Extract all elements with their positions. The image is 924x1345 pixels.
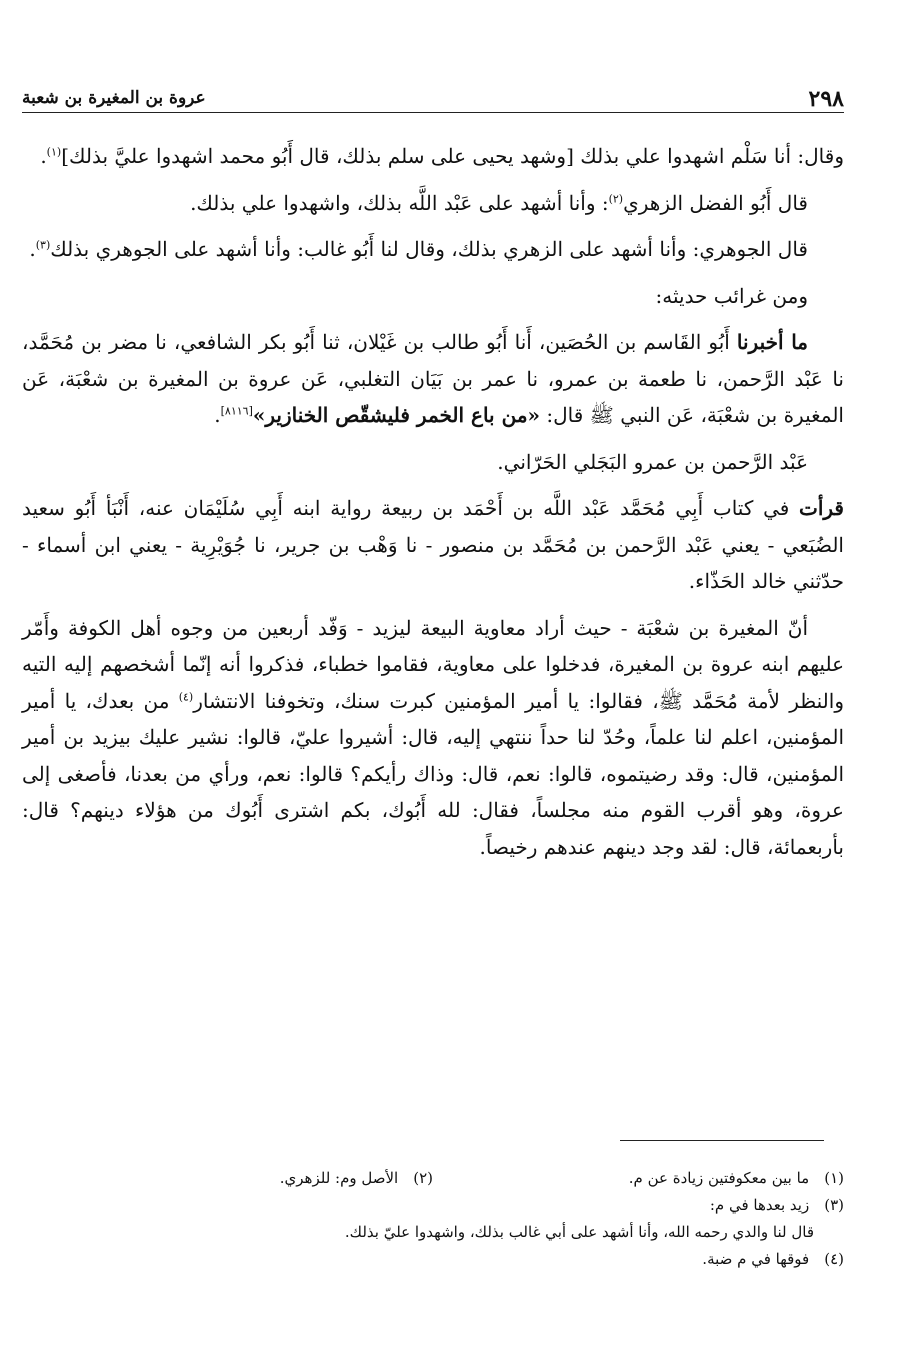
footnote-ref: (٢) xyxy=(608,191,624,205)
lead-word: ما أخبرنا xyxy=(736,330,809,354)
paragraph-text: وقال: أنا سَلْم اشهدوا علي بذلك [وشهد يحيى على سلم بذلك، قال أَبُو محمد اشهدوا عليَّ بذلك] xyxy=(61,144,844,168)
paragraph-text: . xyxy=(29,237,36,261)
paragraph-text: قال الجوهري: وأنا أشهد على الزهري بذلك، وقال لنا أَبُو غالب: وأنا أشهد على الجوهري بذلك xyxy=(50,237,808,261)
paragraph-text: في كتاب أَبِي مُحَمَّد عَبْد اللَّه بن أَحْمَد بن ربيعة رواية ابنه أَبِي سُلَيْمَان عنه، أَنْبَأ أَبُو سعيد الضُبَعي - يعني عَبْد الرَّحمن بن مُحَمَّد بن منصور - نا وَهْب بن جرير، نا جُوَيْرِية - يعني ابن أسماء - حدّثني خالد الحَذّاء. xyxy=(22,496,844,593)
hadith-number: [٨١١٦] xyxy=(220,404,253,418)
paragraph-5 xyxy=(22,324,844,434)
footnote-2 xyxy=(22,1165,433,1192)
footnote-text: ما بين معكوفتين زيادة عن م. xyxy=(628,1169,810,1187)
page-number: ٢٩٨ xyxy=(808,86,844,112)
paragraph-2 xyxy=(22,185,844,222)
paragraph-text: : وأنا أشهد على عَبْد اللَّه بذلك، واشهدوا علي بذلك. xyxy=(190,190,609,215)
footnote-text: فوقها في م ضبة. xyxy=(702,1250,810,1268)
footnote-divider xyxy=(620,1140,824,1141)
footnote-text: الأصل وم: للزهري. xyxy=(279,1169,399,1187)
paragraph-text: . xyxy=(40,144,47,168)
footnote-3 xyxy=(22,1192,844,1219)
footnote-number: (٤) xyxy=(824,1250,844,1268)
paragraph-text: عَبْد الرَّحمن بن عمرو البَجَلي الحَرّاني. xyxy=(497,449,808,474)
paragraph-text: من بعدك، يا أمير المؤمنين، اعلم لنا علماً، وحُدّ لنا حداً ننتهي إليه، قال: أشيروا عليّ، قالوا: نشير عليك بيزيد بن أمير المؤمنين، قال: وقد رضيتموه، قالوا: نعم، قال: وذاك رأيكم؟ قالوا: نعم، ورأي من بعدنا، فأصغى إلى عروة، وهو أقرب القوم منه مجلساً، فقال: لله أَبُوك، بكم اشترى أَبُوك من هؤلاء دينهم؟ قال: بأربعمائة، قال: لقد وجد دينهم عندهم رخيصاً. xyxy=(22,688,844,859)
footnote-text: زيد بعدها في م: xyxy=(709,1196,810,1214)
paragraph-6 xyxy=(22,444,844,481)
paragraph-8 xyxy=(22,610,844,866)
footnote-number: (١) xyxy=(824,1169,844,1187)
paragraph-4 xyxy=(22,278,844,315)
paragraph-text: . xyxy=(214,403,221,427)
footnote-ref: (٤) xyxy=(178,689,194,703)
page-header xyxy=(22,74,844,113)
footnote-row xyxy=(22,1165,844,1192)
paragraph-text: ومن غرائب حديثه: xyxy=(655,283,808,308)
paragraph-text: قال أَبُو الفضل الزهري xyxy=(623,190,808,215)
footnote-4 xyxy=(22,1246,844,1273)
footnotes xyxy=(22,1165,844,1273)
footnote-number: (٣) xyxy=(824,1196,844,1214)
footnote-1 xyxy=(433,1165,844,1192)
paragraph-1 xyxy=(22,138,844,175)
paragraph-text: أنّ المغيرة بن شعْبَة - حيث أراد معاوية البيعة ليزيد - وَفّد أربعين من وجوه أهل الكوفة وأَمّر عليهم ابنه عروة بن المغيرة، فدخلوا على معاوية، فقاموا خطباء، فذكروا أنه إنّما أشخصهم إليه التيه والنظر لأمة مُحَمَّد ﷺ، فقالوا: يا أمير المؤمنين كبرت سنك، وتخوفنا الانتشار xyxy=(22,615,844,713)
footnote-3-quote: قال لنا والدي رحمه الله، وأنا أشهد على أبي غالب بذلك، واشهدوا عليّ بذلك. xyxy=(344,1223,814,1241)
footnote-number: (٢) xyxy=(413,1169,433,1187)
footnote-ref: (١) xyxy=(46,145,62,159)
running-title: عروة بن المغيرة بن شعبة xyxy=(22,88,206,108)
paragraph-text: أَبُو القَاسم بن الحُصَين، أَنا أَبُو طالب بن غَيْلان، ثنا أَبُو بكر الشافعي، نا مضر بن مُحَمَّد، نا عَبْد الرَّحمن، نا طعمة بن عمرو، نا عمر بن بَيَان التغلبي، عَن عروة بن المغيرة بن شعْبَة، عَن المغيرة بن شعْبَة، عَن النبي ﷺ قال: xyxy=(22,330,844,427)
footnote-ref: (٣) xyxy=(35,238,51,252)
hadith-text: «من باع الخمر فليشقّص الخنازير» xyxy=(252,403,541,427)
main-text xyxy=(22,138,844,875)
paragraph-7 xyxy=(22,490,844,600)
paragraph-3 xyxy=(22,231,844,268)
lead-word: قرأت xyxy=(799,496,844,520)
